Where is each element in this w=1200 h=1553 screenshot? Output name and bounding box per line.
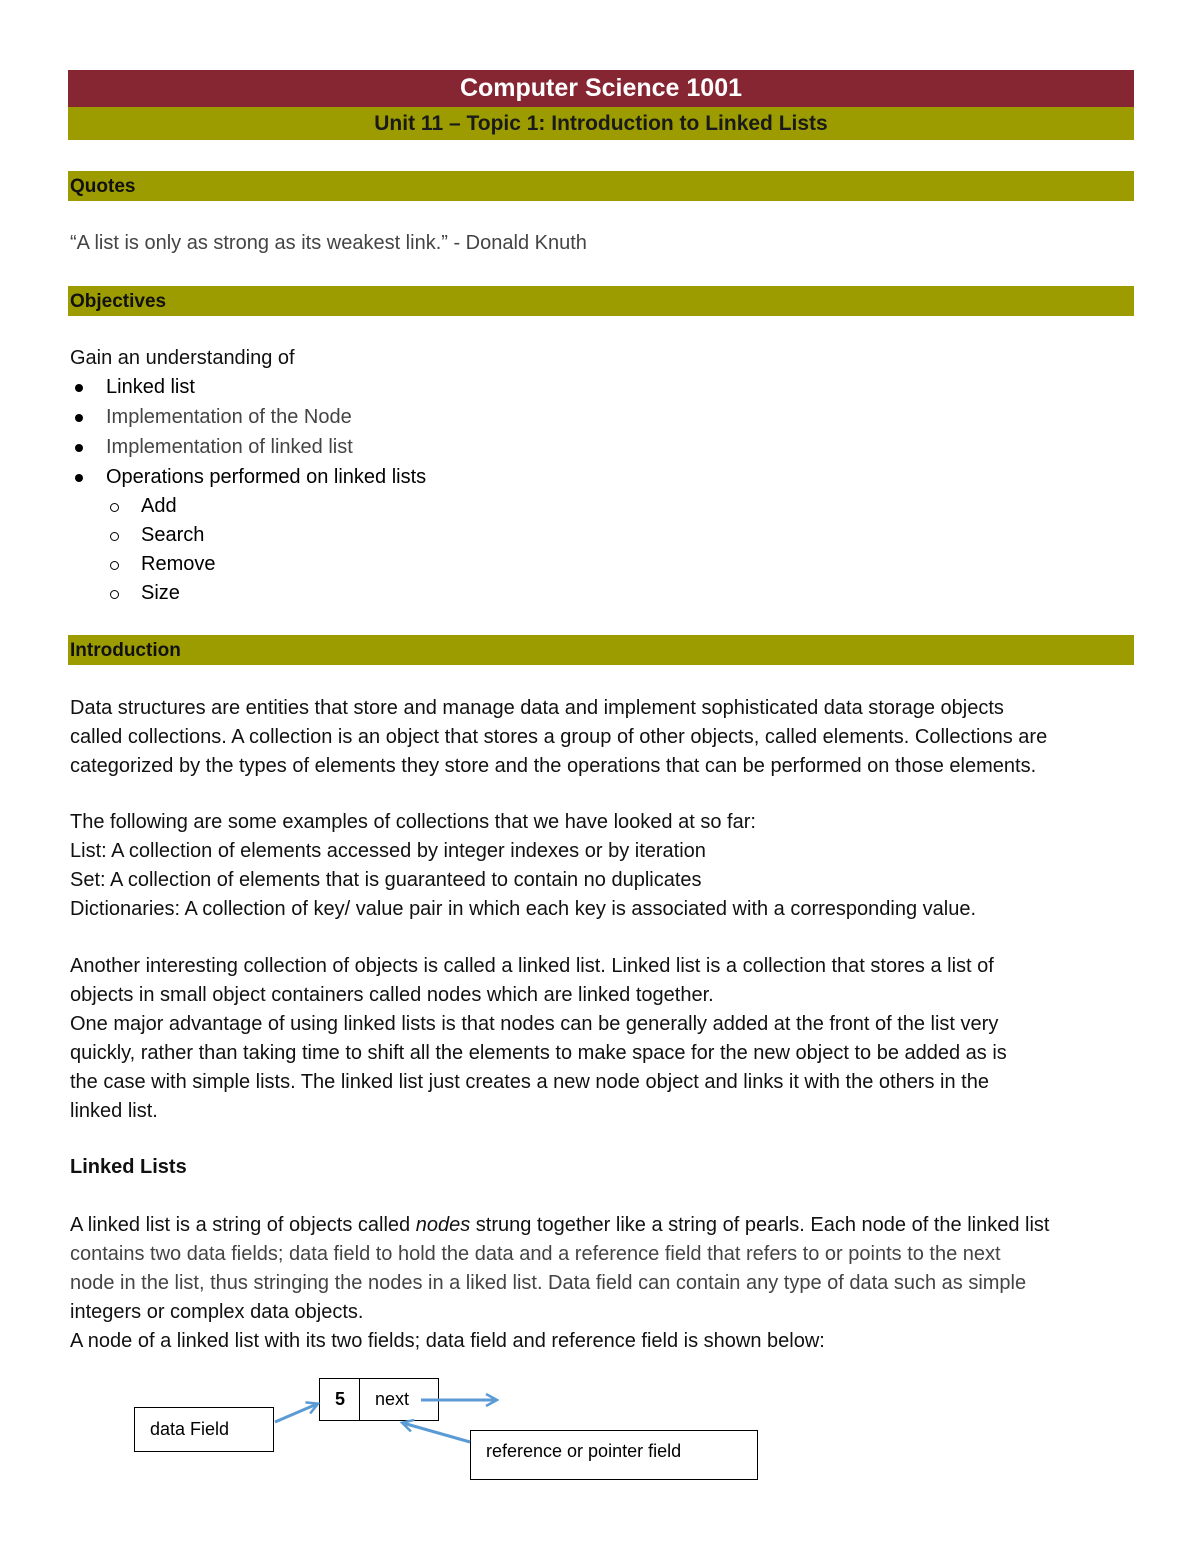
bullet-icon [75,414,83,422]
objectives-list [70,372,426,608]
reference-field-label: reference or pointer field [470,1430,758,1480]
intro-paragraph-1: Data structures are entities that store and manage data and implement sophisticated data storage objects called collections. A collection is an object that stores a group of other objects, called elements. Collections are categorized by the types of elements they store and the operations that can be performed on those elements. [70,697,1048,777]
bullet-icon [75,384,83,392]
sub-list-item: Remove [70,550,426,579]
list-item: Operations performed on linked lists [70,462,426,492]
sub-list-item: Add [70,492,426,521]
quote-text: “A list is only as strong as its weakest link.” - Donald Knuth [70,232,587,254]
list-item: Implementation of linked list [70,432,426,462]
reference-field-arrow [403,1423,470,1442]
document-page [68,70,1134,1352]
linked-lists-heading: Linked Lists [70,1156,187,1178]
node-next-cell: next [359,1378,439,1421]
intro-paragraph-3: Another interesting collection of objects is called a linked list. Linked list is a collection that stores a list of objects in small object containers called nodes which are linked together. One major advantage of using linked lists is that nodes can be generally added at the front of the list very quickly, rather than taking time to shift all the elements to make space for the new object to be added as is the case with simple lists. The linked list just creates a new node object and links it with the others in the linked list. [70,955,1007,1122]
quotes-heading: Quotes [68,171,1134,201]
objectives-heading: Objectives [68,286,1134,316]
node-data-cell: 5 [319,1378,361,1421]
topic-subtitle: Unit 11 – Topic 1: Introduction to Linked Lists [68,107,1134,140]
circle-bullet-icon [110,503,119,512]
circle-bullet-icon [110,532,119,541]
data-field-arrow [275,1404,317,1422]
circle-bullet-icon [110,561,119,570]
course-title: Computer Science 1001 [68,70,1134,107]
list-item: Linked list [70,372,426,402]
objectives-intro: Gain an understanding of [70,347,295,369]
sub-list-item: Search [70,521,426,550]
linked-lists-paragraph: A linked list is a string of objects called nodes strung together like a string of pearls. Each node of the linked list contains two data fields; data field to hold the data and a reference field that refers to or points to the next node in the list, thus stringing the nodes in a liked list. Data field can contain any type of data such as simple integers or complex data objects. A node of a linked list with its two fields; data field and reference field is shown below: [70,1214,1050,1352]
circle-bullet-icon [110,590,119,599]
intro-paragraph-2: The following are some examples of collections that we have looked at so far: List: A collection of elements accessed by integer indexes or by iteration Set: A collection of elements that is guaranteed to contain no duplicates Dictionaries: A collection of key/ value pair in which each key is associated with a corresponding value. [70,811,977,920]
bullet-icon [75,474,83,482]
bullet-icon [75,444,83,452]
sub-list-item: Size [70,579,426,608]
data-field-label: data Field [134,1407,274,1452]
introduction-heading: Introduction [68,635,1134,665]
list-item: Implementation of the Node [70,402,426,432]
